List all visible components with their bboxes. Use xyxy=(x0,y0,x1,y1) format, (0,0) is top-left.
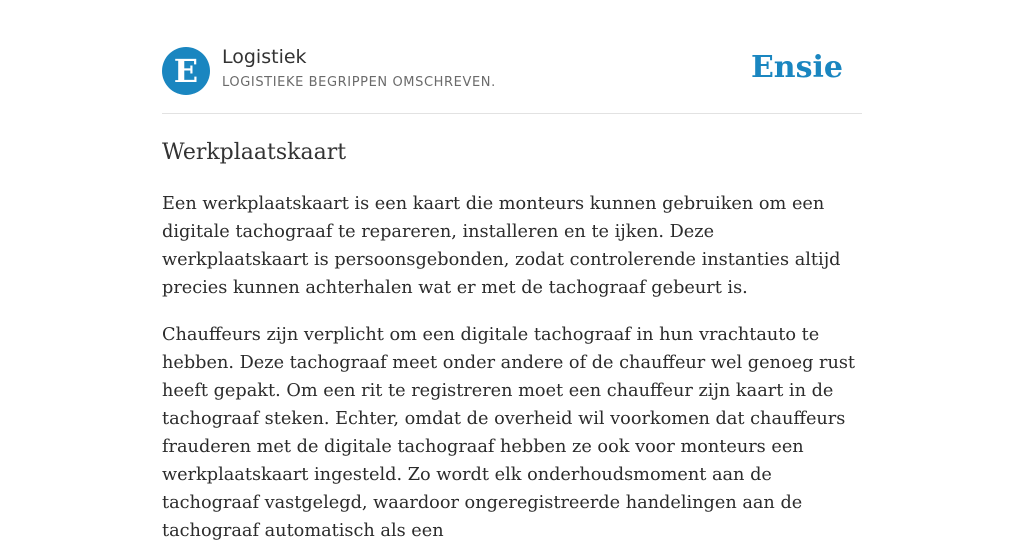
page xyxy=(162,0,862,545)
site-subtitle: LOGISTIEKE BEGRIPPEN OMSCHREVEN. xyxy=(222,75,496,90)
site-title[interactable]: Logistiek xyxy=(222,46,307,68)
paragraph: Een werkplaatskaart is een kaart die monteurs kunnen gebruiken om een digitale tachograaf te repareren, installeren en te ijken. Deze werkplaatskaart is persoonsgebonden, zodat controlerende instanties altijd precies kunnen achterhalen wat er met de tachograaf gebeurt is. xyxy=(162,194,841,298)
ensie-logo[interactable]: E xyxy=(162,47,210,95)
paragraph: Chauffeurs zijn verplicht om een digitale tachograaf in hun vrachtauto te hebben. Deze tachograaf meet onder andere of de chauffeur wel genoeg rust heeft gepakt. Om een rit te registreren moet een chauffeur zijn kaart in de tachograaf steken. Echter, omdat de overheid wil voorkomen dat chauffeurs frauderen met de digitale tachograaf hebben ze ook voor monteurs een werkplaatskaart ingesteld. Zo wordt elk onderhoudsmoment aan de tachograaf vastgelegd, waardoor ongeregistreerde handelingen aan de tachograaf automatisch als een xyxy=(162,325,856,541)
brand-logo[interactable]: Ensie xyxy=(750,50,843,85)
site-header xyxy=(162,0,862,114)
page-title: Werkplaatskaart xyxy=(162,140,347,165)
